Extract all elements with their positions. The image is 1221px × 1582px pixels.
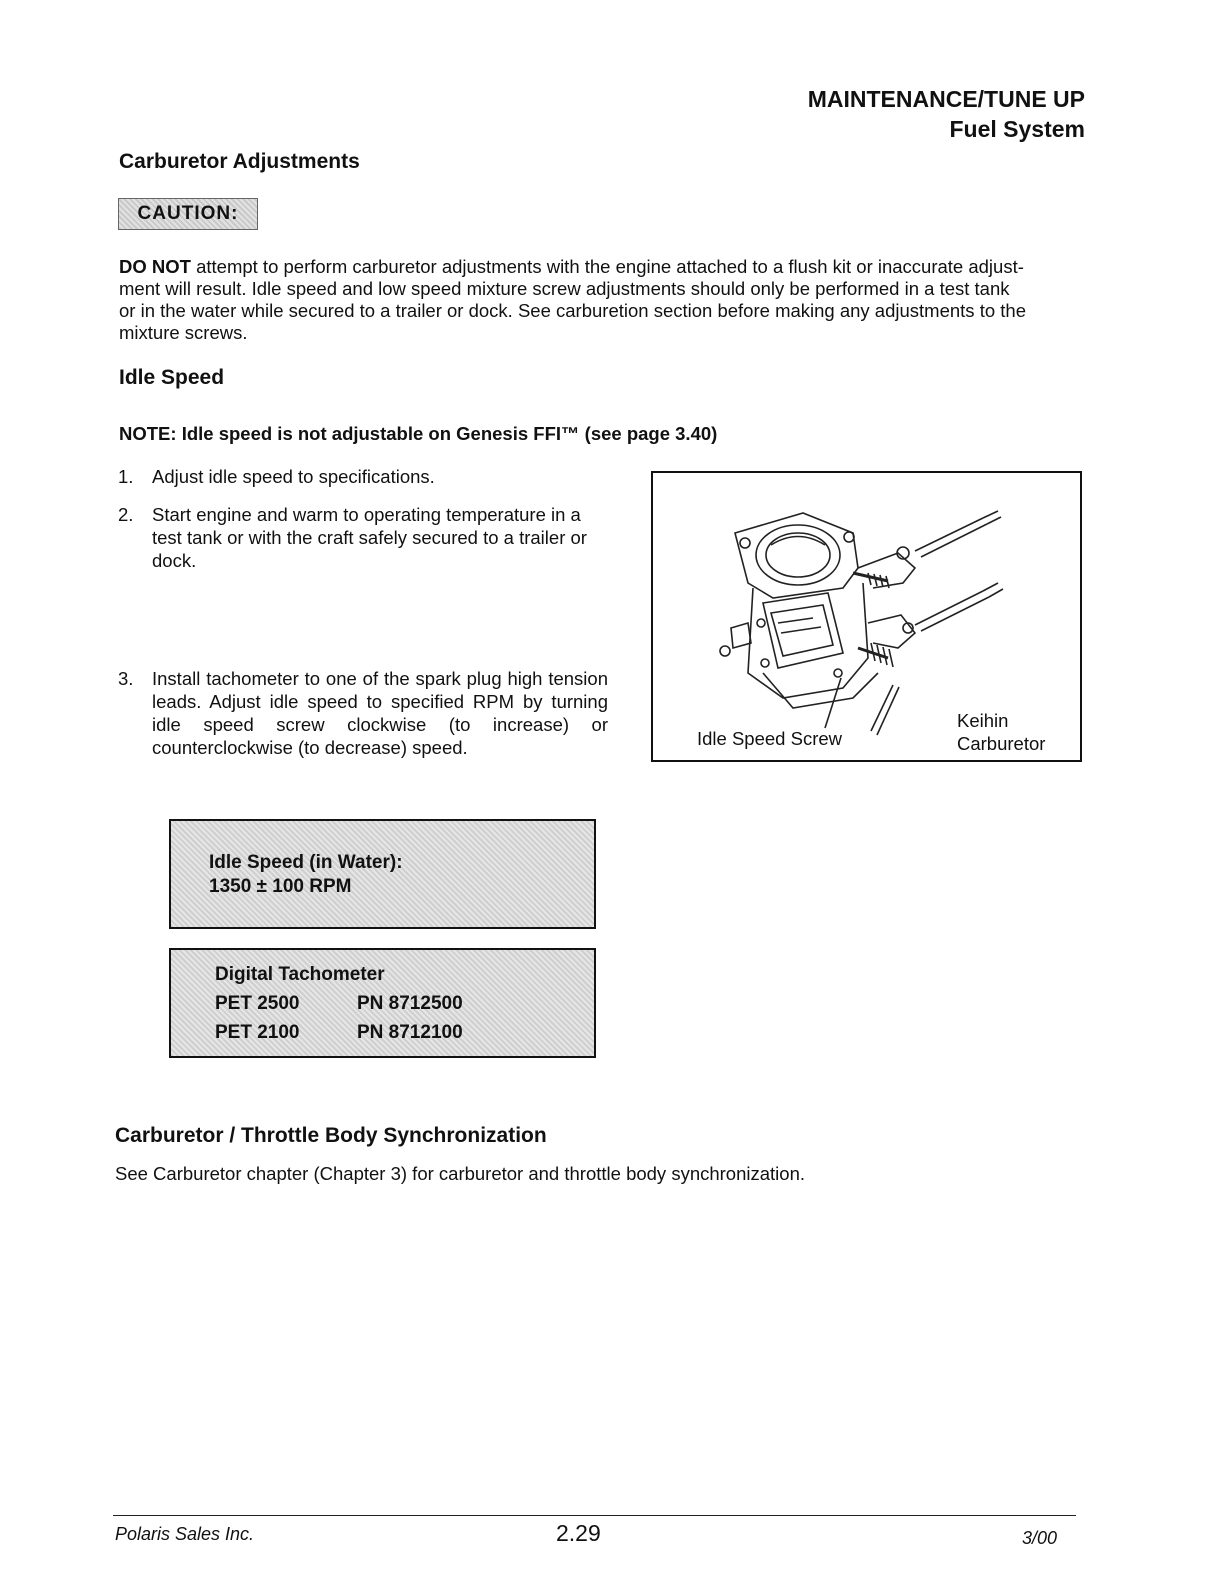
keihin-label: Keihin Carburetor	[957, 710, 1046, 754]
table-row: PET 2500 PN 8712500	[215, 993, 463, 1014]
sync-title: Carburetor / Throttle Body Synchronization	[115, 1124, 547, 1147]
chapter-title: MAINTENANCE/TUNE UP	[807, 86, 1085, 112]
digital-tachometer-box	[169, 948, 596, 1058]
caution-paragraph: DO NOT attempt to perform carburetor adjustments with the engine attached to a flush kit or inaccurate adjust- ment will result. Idle speed and low speed mixture screw adjustments should only be performed in a test tank or in the water while secured to a trailer or dock. See carburetion section before making any adjustments to the mixture screws.	[119, 256, 1026, 343]
section-title: Carburetor Adjustments	[119, 150, 360, 173]
carburetor-figure	[651, 471, 1082, 762]
tach-title: Digital Tachometer	[215, 964, 385, 985]
page-header	[808, 84, 1085, 144]
page-number: 2.29	[556, 1520, 601, 1546]
table-row: PET 2100 PN 8712100	[215, 1022, 463, 1043]
idle-speed-title: Idle Speed	[119, 366, 225, 389]
sync-text: See Carburetor chapter (Chapter 3) for carburetor and throttle body synchronization.	[115, 1163, 806, 1184]
idle-speed-screw-label: Idle Speed Screw	[697, 728, 843, 749]
list-item: 3. Install tachometer to one of the spark plug high tension leads. Adjust idle speed to specified RPM by turning idle speed screw clockwise (to increase) or counterclockwise (to decrease) speed.	[118, 668, 608, 758]
idle-speed-note: NOTE: Idle speed is not adjustable on Genesis FFI™ (see page 3.40)	[119, 423, 718, 444]
spec-value: 1350 ± 100 RPM	[209, 876, 352, 897]
caution-badge	[118, 198, 258, 230]
footer-company: Polaris Sales Inc.	[115, 1524, 255, 1544]
section-subtitle: Fuel System	[949, 116, 1085, 142]
footer-date: 3/00	[1022, 1528, 1058, 1548]
list-item: 1. Adjust idle speed to specifications.	[118, 466, 435, 487]
caution-label: CAUTION:	[137, 203, 239, 224]
caution-emphasis: DO NOT	[119, 256, 191, 277]
list-item: 2. Start engine and warm to operating temperature in a test tank or with the craft safely secured to a trailer or dock.	[118, 504, 587, 571]
spec-label: Idle Speed (in Water):	[209, 852, 403, 873]
footer-divider	[113, 1515, 1076, 1516]
idle-speed-spec-box	[169, 819, 596, 929]
